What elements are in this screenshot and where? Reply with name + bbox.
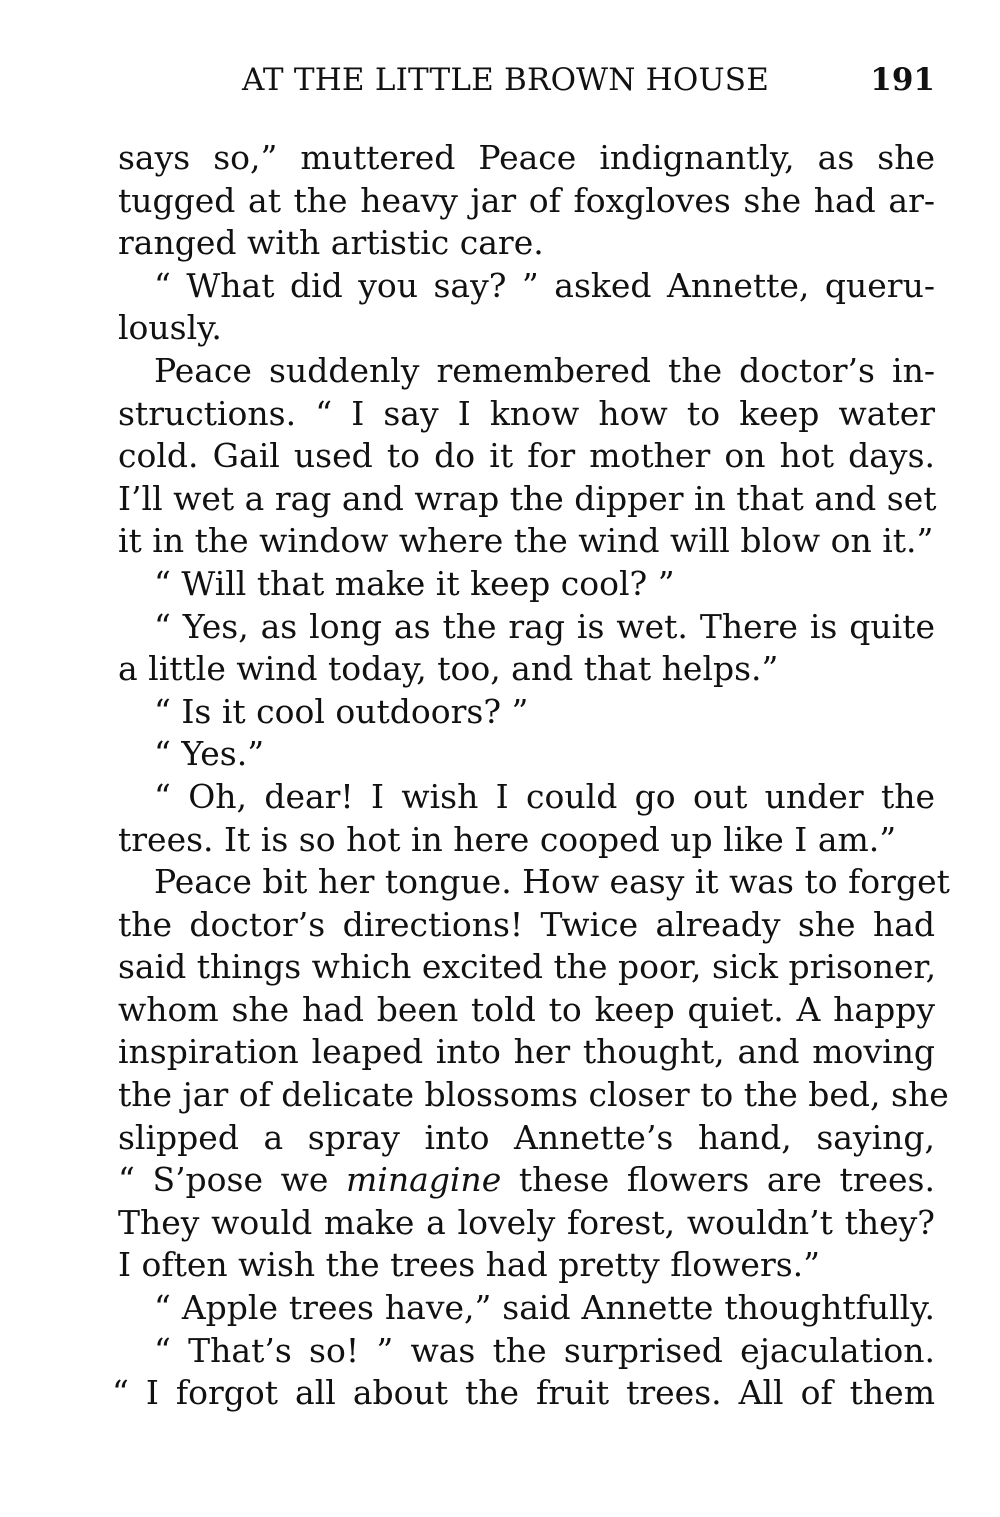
text-line: says so,” muttered Peace indignantly, as she: [118, 138, 935, 177]
page-number: 191: [870, 62, 935, 98]
text-line: ranged with artistic care.: [118, 223, 544, 263]
text-line: “ What did you say? ” asked Annette, queru-: [154, 265, 935, 305]
text-line: “ Will that make it keep cool? ”: [154, 563, 675, 603]
text-line: it in the window where the wind will blow on it.”: [118, 521, 934, 561]
italic-word: minagine: [345, 1160, 502, 1200]
text-line: said things which excited the poor, sick prisoner,: [118, 947, 937, 987]
text-line: “ Yes, as long as the rag is wet. There is quite: [154, 606, 935, 646]
text-line: “ Apple trees have,” said Annette thoughtfully.: [154, 1288, 935, 1328]
text-line: cold. Gail used to do it for mother on hot days.: [118, 436, 935, 476]
text-line: tugged at the heavy jar of foxgloves she had ar-: [118, 180, 935, 220]
text-line: a little wind today, too, and that helps.”: [118, 649, 779, 689]
text-line: trees. It is so hot in here cooped up like I am.”: [118, 819, 897, 859]
text-line: inspiration leaped into her thought, and moving: [118, 1032, 935, 1072]
running-head: AT THE LITTLE BROWN HOUSE: [242, 62, 770, 98]
text-line: the doctor’s directions! Twice already she had: [118, 904, 935, 944]
text-line: They would make a lovely forest, wouldn’t they?: [118, 1202, 935, 1242]
text-line: “ Oh, dear! I wish I could go out under the: [154, 776, 935, 816]
text-line: Peace bit her tongue. How easy it was to forget: [154, 862, 950, 902]
text-line: I often wish the trees had pretty flowers.”: [118, 1245, 821, 1285]
text-line: the jar of delicate blossoms closer to the bed, she: [118, 1075, 949, 1115]
text-line: “ That’s so! ” was the surprised ejaculation.: [154, 1330, 935, 1370]
text-segment: these flowers are trees.: [501, 1160, 935, 1200]
text-segment: “ S’pose we: [118, 1160, 346, 1200]
text-line: “ I forgot all about the fruit trees. All of them: [112, 1373, 935, 1413]
text-line: Peace suddenly remembered the doctor’s in-: [154, 350, 935, 390]
body-text: [112, 137, 950, 1415]
text-line: I’ll wet a rag and wrap the dipper in that and set: [118, 478, 937, 518]
text-line: “ Yes.”: [154, 734, 265, 774]
text-line: structions. “ I say I know how to keep water: [118, 393, 935, 433]
text-line: “ Is it cool outdoors? ”: [154, 691, 529, 731]
text-line: slipped a spray into Annette’s hand, saying,: [118, 1117, 935, 1157]
text-line: lously.: [118, 308, 222, 348]
page-header: [120, 58, 935, 102]
text-line: whom she had been told to keep quiet. A happy: [118, 989, 935, 1029]
text-line-with-italic: [118, 1159, 935, 1202]
